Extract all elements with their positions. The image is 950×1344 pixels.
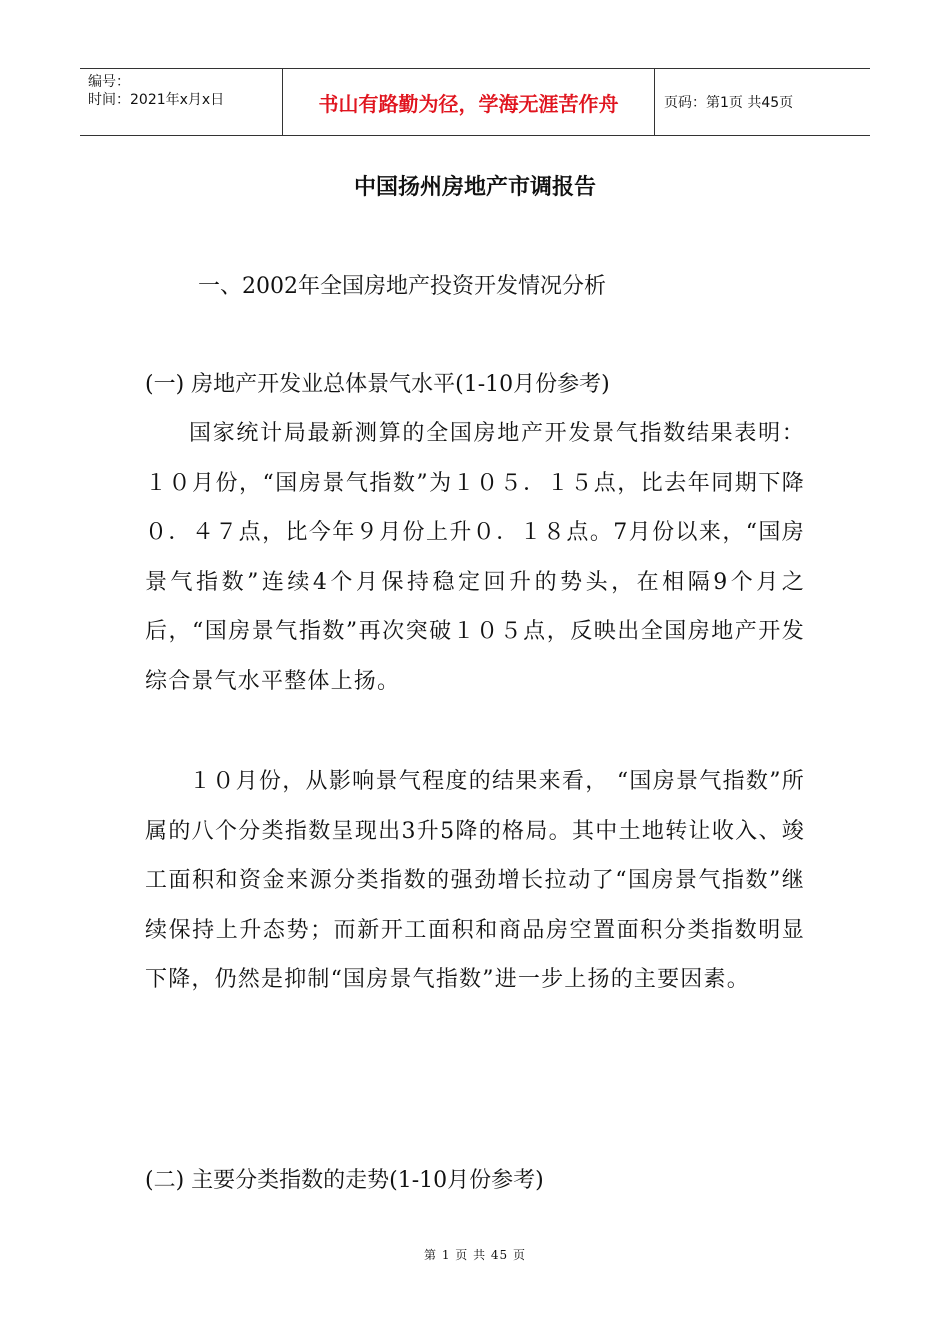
section-heading: 一、2002年全国房地产投资开发情况分析 <box>198 274 606 299</box>
header-page-info: 页码：第1页 共45页 <box>664 95 794 111</box>
subsection-heading-1: (一) 房地产开发业总体景气水平(1-10月份参考) <box>145 372 610 397</box>
page-footer: 第 1 页 共 45 页 <box>424 1248 526 1262</box>
body-paragraph-2: １０月份，从影响景气程度的结果来看， “国房景气指数”所属的八个分类指数呈现出3升5降的格局。其中土地转让收入、竣工面积和资金来源分类指数的强劲增长拉动了“国房景气指数”继续保持上升态势；而新开工面积和商品房空置面积分类指数明显下降，仍然是抑制“国房景气指数”进一步上扬的主要因素。 <box>145 769 805 992</box>
header-motto: 书山有路勤为径，学海无涯苦作舟 <box>282 69 655 135</box>
header-meta <box>80 69 282 135</box>
page-header <box>80 68 870 136</box>
document-title: 中国扬州房地产市调报告 <box>353 175 596 200</box>
subsection-heading-2: (二) 主要分类指数的走势(1-10月份参考) <box>145 1168 544 1193</box>
document-date-label: 时间：2021年x月x日 <box>88 92 225 108</box>
body-paragraph-1: 国家统计局最新测算的全国房地产开发景气指数结果表明：１０月份，“国房景气指数”为１０５．１５点，比去年同期下降０．４７点，比今年９月份上升０．１８点。7月份以来，“国房景气指数”连续4个月保持稳定回升的势头，在相隔9个月之后，“国房景气指数”再次突破１０５点，反映出全国房地产开发综合景气水平整体上扬。 <box>145 421 805 694</box>
document-number-label: 编号： <box>88 74 130 90</box>
